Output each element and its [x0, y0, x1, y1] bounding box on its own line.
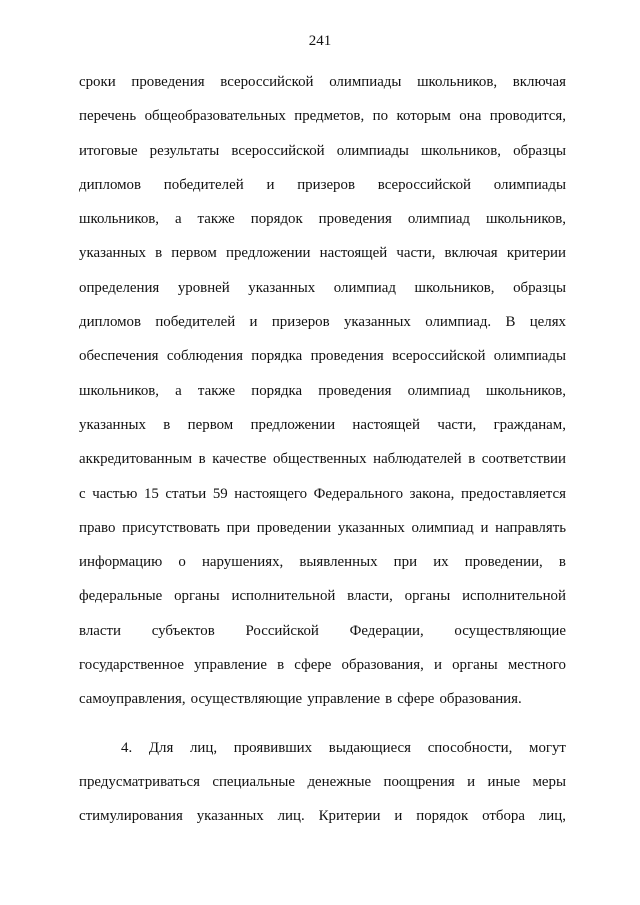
word: управление	[307, 691, 381, 708]
word: проведения	[310, 348, 384, 365]
word: образцы	[513, 142, 566, 159]
word: право	[79, 519, 116, 536]
word: проведении	[256, 519, 332, 536]
text-line	[79, 70, 566, 104]
word: образования.	[439, 691, 522, 708]
word: 4.	[121, 739, 133, 756]
word: она	[459, 108, 482, 125]
word: гражданам,	[493, 416, 566, 433]
word: лиц.	[277, 808, 305, 825]
word: субъектов	[151, 622, 215, 639]
word: результаты	[149, 142, 220, 159]
word: школьников,	[485, 382, 566, 399]
text-line	[79, 687, 566, 721]
word: призеров	[297, 176, 355, 193]
word: проявивших	[233, 739, 313, 756]
text-line	[79, 619, 566, 653]
word: информацию	[79, 554, 163, 571]
word: выдающиеся	[328, 739, 412, 756]
word: порядка	[251, 382, 303, 399]
word: иные	[487, 773, 521, 790]
text-line	[79, 516, 566, 550]
word: предоставляется	[460, 485, 566, 502]
word: всероссийской	[377, 176, 472, 193]
text-line	[79, 344, 566, 378]
word: и	[394, 808, 403, 825]
word: первом	[187, 416, 234, 433]
word: Критерии	[318, 808, 381, 825]
word: осуществляющие	[454, 622, 566, 639]
word: критерии	[506, 245, 566, 262]
word: в	[558, 554, 566, 571]
text-line	[79, 804, 566, 838]
word: включая	[512, 74, 566, 90]
word: всероссийской	[231, 142, 325, 159]
text-line	[79, 550, 566, 584]
word: школьников,	[485, 211, 566, 228]
word: олимпиад	[407, 382, 470, 399]
word: исполнительной	[231, 588, 336, 605]
word: предусматриваться	[79, 773, 200, 790]
word: способности,	[427, 739, 513, 756]
word: всероссийской	[220, 74, 314, 90]
word: специальные	[212, 773, 296, 790]
word: 15	[143, 485, 159, 502]
word: органы	[174, 588, 220, 605]
word: Для	[148, 739, 174, 756]
word: отбора	[482, 808, 525, 825]
word: органы	[452, 657, 498, 674]
word: их	[433, 554, 449, 571]
word: лиц,	[538, 808, 566, 825]
word: настоящего	[234, 485, 308, 502]
text-line	[79, 653, 566, 687]
word: целях	[529, 314, 566, 331]
word: 59	[212, 485, 228, 502]
word: органы	[404, 588, 451, 605]
word: предложении	[250, 416, 336, 433]
body-text	[79, 70, 566, 839]
word: управление	[194, 657, 267, 674]
word: общественных	[272, 451, 367, 468]
word: соблюдения	[166, 348, 243, 365]
word: денежные	[307, 773, 372, 790]
word: школьников,	[420, 142, 501, 159]
word: проведении,	[464, 554, 543, 571]
word: в	[198, 451, 206, 468]
word: меры	[532, 773, 566, 790]
word: в	[163, 416, 171, 433]
word: поощрения	[383, 773, 455, 790]
page-number: 241	[308, 33, 332, 49]
word: и	[249, 314, 258, 331]
word: при	[393, 554, 418, 571]
word: настоящей	[352, 416, 420, 433]
word: Российской	[245, 622, 319, 639]
word: всероссийской	[392, 348, 486, 365]
word: Федерации,	[349, 622, 424, 639]
word: олимпиады	[336, 142, 409, 159]
word: школьников,	[414, 279, 495, 296]
word: включая	[444, 245, 498, 262]
word: государственное	[79, 657, 184, 674]
word: сфере	[294, 657, 332, 674]
word: указанных	[248, 279, 316, 296]
word: также	[197, 211, 235, 228]
word: частью	[92, 485, 138, 502]
word: части,	[396, 245, 436, 262]
word: а	[174, 211, 182, 228]
word: и	[266, 176, 275, 193]
word: Федерального	[313, 485, 404, 502]
word: порядок	[250, 211, 303, 228]
word: олимпиад	[407, 211, 471, 228]
word: власти,	[347, 588, 393, 605]
word: наблюдателей	[373, 451, 462, 468]
word: качестве	[212, 451, 267, 468]
word: исполнительной	[462, 588, 566, 605]
word: которым	[396, 108, 451, 125]
word: образования,	[341, 657, 424, 674]
word: олимпиад.	[425, 314, 492, 331]
text-line	[79, 413, 566, 447]
word: проведения	[131, 74, 205, 90]
word: перечень	[79, 108, 137, 125]
word: указанных	[196, 808, 264, 825]
word: указанных	[79, 245, 146, 262]
word: порядок	[416, 808, 469, 825]
text-line	[79, 207, 566, 241]
text-line	[79, 770, 566, 804]
word: осуществляющие	[190, 691, 303, 708]
text-line	[79, 241, 566, 275]
text-line	[79, 310, 566, 344]
word: уровней	[177, 279, 230, 296]
text-line	[79, 139, 566, 173]
text-line	[79, 104, 566, 138]
word: сфере	[397, 691, 435, 708]
word: обеспечения	[79, 348, 159, 365]
word: и	[480, 519, 489, 536]
text-line	[79, 447, 566, 481]
word: по	[372, 108, 389, 125]
text-line	[79, 276, 566, 310]
word: выявленных	[299, 554, 378, 571]
word: олимпиады	[493, 176, 566, 193]
word: в	[277, 657, 285, 674]
word: статьи	[165, 485, 207, 502]
word: в	[155, 245, 163, 262]
word: победителей	[163, 176, 244, 193]
word: олимпиад	[333, 279, 396, 296]
word: олимпиад	[411, 519, 474, 536]
word: предложении	[226, 245, 311, 262]
word: победителей	[155, 314, 236, 331]
word: федеральные	[79, 588, 163, 605]
word: призеров	[271, 314, 330, 331]
word: о	[178, 554, 186, 571]
word: проводится,	[489, 108, 566, 125]
word: В	[505, 314, 516, 331]
word: школьников,	[79, 382, 160, 399]
word: части,	[437, 416, 477, 433]
word: в	[385, 691, 393, 708]
word: первом	[171, 245, 217, 262]
word: порядка	[251, 348, 303, 365]
word: указанных	[79, 416, 146, 433]
word: аккредитованным	[79, 451, 193, 468]
word: образцы	[513, 279, 566, 296]
word: власти	[79, 622, 121, 639]
word: при	[226, 519, 251, 536]
text-line	[79, 584, 566, 618]
text-line	[79, 482, 566, 516]
word: проведения	[318, 211, 392, 228]
word: а	[175, 382, 182, 399]
word: также	[197, 382, 236, 399]
text-line	[79, 173, 566, 207]
word: дипломов	[79, 176, 142, 193]
word: местного	[507, 657, 566, 674]
word: самоуправления,	[79, 691, 186, 708]
word: определения	[79, 279, 160, 296]
word: в	[468, 451, 476, 468]
word: присутствовать	[122, 519, 220, 536]
text-line	[79, 379, 566, 413]
word: олимпиады	[329, 74, 402, 90]
word: школьников,	[79, 211, 160, 228]
word: и	[467, 773, 476, 790]
word: итоговые	[79, 142, 138, 159]
word: лиц,	[189, 739, 218, 756]
word: школьников,	[417, 74, 498, 90]
word: общеобразовательных	[144, 108, 286, 125]
word: проведения	[318, 382, 392, 399]
word: могут	[529, 739, 566, 756]
word: указанных	[337, 519, 405, 536]
word: закона,	[409, 485, 455, 502]
word: соответствии	[481, 451, 566, 468]
word: указанных	[343, 314, 411, 331]
word: олимпиады	[493, 348, 566, 365]
word: дипломов	[79, 314, 142, 331]
word: настоящей	[319, 245, 388, 262]
word: и	[433, 657, 442, 674]
word: предметов,	[294, 108, 365, 125]
word: сроки	[79, 74, 116, 90]
text-line	[79, 736, 566, 770]
word: нарушениях,	[201, 554, 284, 571]
word: направлять	[495, 519, 566, 536]
word: стимулирования	[79, 808, 183, 825]
word: с	[79, 485, 86, 502]
